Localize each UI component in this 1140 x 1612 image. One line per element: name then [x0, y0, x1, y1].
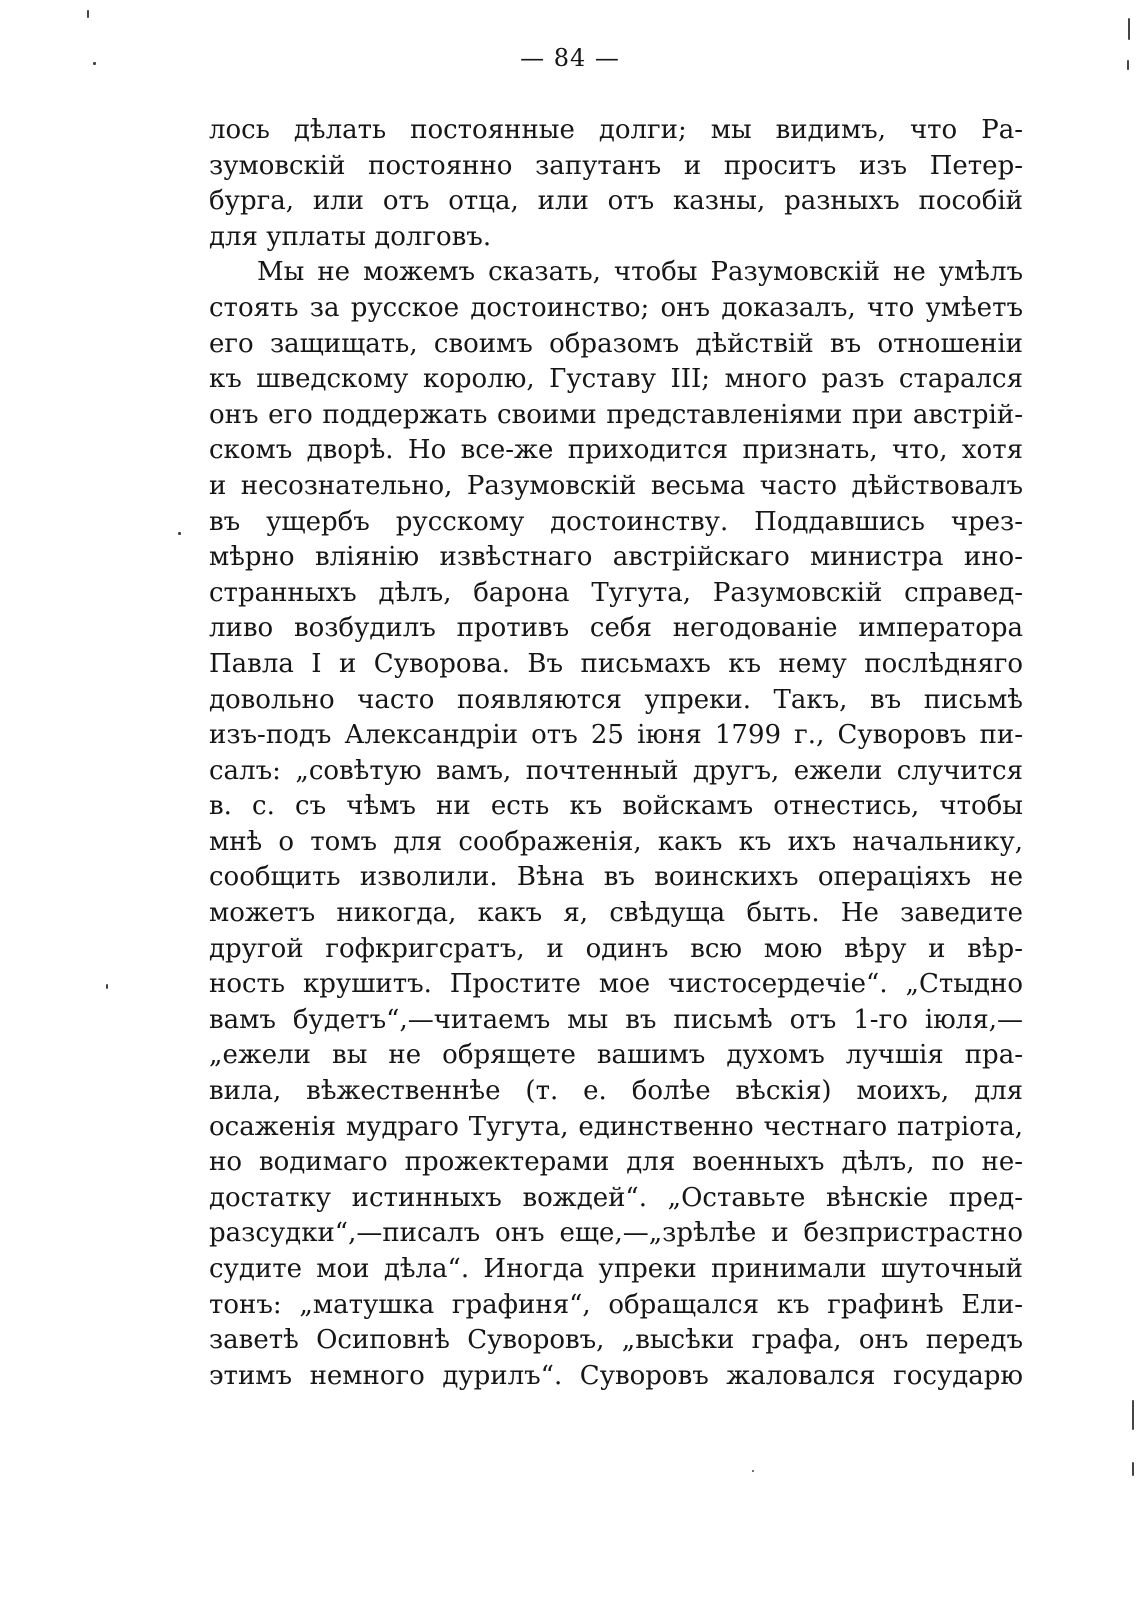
body-text	[209, 113, 1023, 1394]
text-line: салъ: „совѣтую вамъ, почтенный другъ, ежели случится	[209, 755, 1023, 786]
scan-speck	[178, 532, 181, 535]
text-line: можетъ никогда, какъ я, свѣдуща быть. Не заведите	[209, 898, 1023, 929]
text-line: въ ущербъ русскому достоинству. Поддавшись чрез-	[209, 506, 1023, 537]
text-line: „ежели вы не обрящете вашимъ духомъ лучшія пра-	[209, 1040, 1023, 1071]
paragraph-first-line: Мы не можемъ сказать, чтобы Разумовскій не умѣлъ	[257, 257, 1023, 288]
text-line: достатку истинныхъ вождей“. „Оставьте вѣнскіе пред-	[209, 1182, 1023, 1213]
text-line: осаженія мудраго Тугута, единственно честнаго патріота,	[209, 1111, 1023, 1142]
text-line: судите мои дѣла“. Иногда упреки принимали шуточный	[209, 1254, 1023, 1284]
text-line: довольно часто появляются упреки. Такъ, въ письмѣ	[209, 684, 1023, 715]
text-line: Павла I и Суворова. Въ письмахъ къ нему послѣдняго	[209, 648, 1023, 679]
text-line: мнѣ о томъ для соображенія, какъ къ ихъ начальнику,	[209, 826, 1023, 857]
scan-speck	[106, 984, 108, 989]
text-line: ность крушитъ. Простите мое чистосердечіе“. „Стыдно	[209, 969, 1023, 1000]
scan-speck	[93, 62, 96, 65]
scan-speck	[752, 1470, 754, 1472]
text-line: мѣрно вліянію извѣстнаго австрійскаго министра ино-	[209, 542, 1023, 573]
text-line: вамъ будетъ“,—читаемъ мы въ письмѣ отъ 1-го іюля,—	[209, 1004, 1023, 1035]
text-line: бурга, или отъ отца, или отъ казны, разныхъ пособій	[209, 186, 1023, 217]
text-line: лось дѣлать постоянные долги; мы видимъ, что Ра-	[209, 115, 1023, 145]
text-line: этимъ немного дурилъ“. Суворовъ жаловался государю	[209, 1360, 1023, 1391]
text-line: заветѣ Осиповнѣ Суворовъ, „высѣки графа, онъ передъ	[209, 1325, 1023, 1356]
text-line: тонъ: „матушка графиня“, обращался къ графинѣ Ели-	[209, 1289, 1023, 1320]
text-line: къ шведскому королю, Густаву III; много разъ старался	[209, 364, 1023, 395]
page-number: — 84 —	[520, 44, 620, 72]
text-line: в. с. съ чѣмъ ни есть къ войскамъ отнестись, чтобы	[209, 791, 1023, 822]
text-line: зумовскій постоянно запутанъ и проситъ изъ Петер-	[209, 150, 1023, 181]
scan-speck	[1127, 60, 1129, 70]
text-line: но водимаго прожектерами для военныхъ дѣлъ, по не-	[209, 1147, 1023, 1178]
text-line: и несознательно, Разумовскій весьма часто дѣйствовалъ	[209, 470, 1023, 501]
text-line: изъ-подъ Александріи отъ 25 іюня 1799 г., Суворовъ пи-	[209, 720, 1023, 751]
text-line: его защищать, своимъ образомъ дѣйствій въ отношеніи	[209, 328, 1023, 359]
text-line: другой гофкригсратъ, и одинъ всю мою вѣру и вѣр-	[209, 933, 1023, 964]
text-line: стоять за русское достоинство; онъ доказалъ, что умѣетъ	[209, 292, 1023, 323]
scan-speck	[87, 10, 89, 18]
text-line: сообщить изволили. Вѣна въ воинскихъ операціяхъ не	[209, 862, 1023, 893]
text-line: онъ его поддержать своими представленіями при австрій-	[209, 399, 1023, 430]
paragraph-end-line: для уплаты долговъ.	[209, 221, 492, 252]
text-line: разсудки“,—писалъ онъ еще,—„зрѣлѣе и безпристрастно	[209, 1218, 1023, 1249]
text-line: вила, вѣжественнѣе (т. е. болѣе вѣскія) моихъ, для	[209, 1076, 1023, 1107]
scan-speck	[1132, 1462, 1134, 1476]
text-line: странныхъ дѣлъ, барона Тугута, Разумовскій справед-	[209, 577, 1023, 608]
text-line: скомъ дворѣ. Но все-же приходится признать, что, хотя	[209, 435, 1023, 466]
text-line: ливо возбудилъ противъ себя негодованіе императора	[209, 613, 1023, 644]
scan-speck	[1132, 1400, 1134, 1430]
scan-speck	[1128, 18, 1130, 40]
